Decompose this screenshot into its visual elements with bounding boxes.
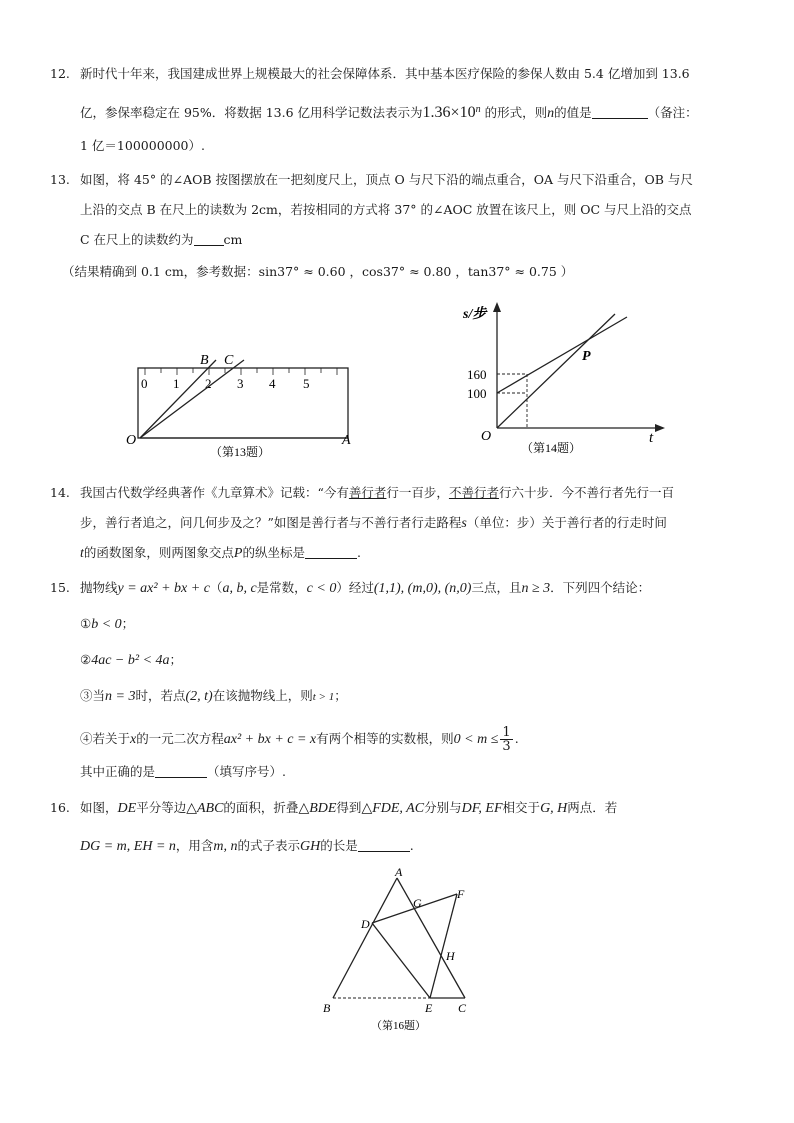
q15-line1a: 抛物线 [80,580,118,595]
q12-line3: 1 亿＝100000000）. [80,138,205,153]
q15-abc: a, b, c [222,581,257,596]
q16-triangle-FDE: △FDE, AC [361,801,425,816]
label-A: A [342,433,351,448]
segment-DE [372,923,430,998]
q14-line2 [80,513,667,534]
q16-triangle-BDE: △BDE [298,801,337,816]
q15-c4-a: ④若关于 [80,731,131,746]
q15-equation: y = ax² + bx + c [117,581,210,596]
q15-c4-x: x [130,732,137,747]
q13-answer-blank[interactable] [194,231,224,246]
q15-c3-math: n = 3 [105,689,136,704]
q16-G-H: G, H [540,801,568,816]
q15-line1b: （ [209,580,223,595]
q16-triangle-ABC: △ABC [186,801,224,816]
q15-c1-end: ； [121,616,135,631]
q12-answer-blank[interactable] [592,104,648,119]
q16-line1b: 平分等边 [136,800,187,815]
q14-figure [455,300,670,460]
q13-number: 13. [50,172,70,187]
q14-line3b: 的纵坐标是 [242,545,305,560]
ruler-tick-2: 2 [205,376,212,391]
q15-line1f: ．下列四个结论： [550,580,651,595]
q14-good-walker: 善行者 [348,485,387,500]
q15-c-negative: c < 0 [306,581,337,596]
q16-number: 16. [50,800,70,815]
q14-caption: （第14题） [521,441,582,455]
q15-points: (1,1), (m,0), (n,0) [373,581,472,596]
q13-figure [120,340,370,465]
line-good-walker [497,314,615,428]
q15-c4-b: 的一元二次方程 [136,731,224,746]
q13-line3a: C 在尺上的读数约为 [80,232,194,247]
q16-line1 [80,798,617,819]
q15-c2-end: ； [169,652,183,667]
q15-c4-numerator: 1 [502,725,511,740]
q16-line2b: 的式子表示 [237,838,301,853]
q15-conclusion-3 [80,686,347,707]
q12-number: 12. [50,66,70,81]
q16-caption: （第16题） [371,1020,426,1032]
q15-c4-fraction [500,726,512,753]
q12-note-open: （备注： [647,105,698,121]
q15-c4-range: 0 < m ≤ [453,732,499,747]
ruler-tick-0: 0 [141,376,148,391]
q13-note: （结果精确到 0.1 cm，参考数据：sin37° ≈ 0.60 ，cos37° ≈ 0.80 ，tan37° ≈ 0.75 ） [62,264,574,279]
q15-line1c: 是常数， [256,580,307,595]
y-tick-160: 160 [467,367,487,382]
q12-line1: 新时代十年来，我国建成世界上规模最大的社会保障体系．其中基本医疗保险的参保人数由 5.4 亿增加到 13.6 [80,66,690,81]
q15-n-condition: n ≥ 3 [521,581,551,596]
label-F-16: F [457,887,465,901]
q15-conclusion-4 [80,722,519,757]
q16-line1g: 两点．若 [567,800,618,815]
label-G-16: G [413,896,422,910]
q14-var-s: s [461,516,467,531]
side-AB [333,878,397,998]
label-D-16: D [361,917,370,931]
ruler-tick-1: 1 [173,376,180,391]
q15-c4-equation: ax² + bx + c = x [223,732,317,747]
q15-conclusion-2 [80,650,182,671]
q15-c3-b: 时，若点 [135,688,186,703]
q14-line1 [80,483,674,503]
q15-conclusion-1 [80,614,134,635]
q13-line1: 如图，将 45° 的∠AOB 按图摆放在一把刻度尺上，顶点 O 与尺下沿的端点重合，OA 与尺下沿重合，OB 与尺 [80,172,693,187]
q16-line2: DG = m, EH = n，用含m, n的式子表示GH的长是 . [80,838,414,854]
q15-answer-hint: （填写序号）. [207,764,286,779]
q15-c1-mark: ① [80,616,92,631]
label-B-16: B [323,1001,331,1015]
ruler-tick-3: 3 [237,376,244,391]
q16-line1c: 的面积，折叠 [223,800,299,815]
q16-DF-EF: DF, EF [461,801,503,816]
q15-answer-line [80,762,286,782]
label-C-16: C [458,1001,467,1015]
q13-line3 [80,230,242,250]
y-tick-100: 100 [467,386,487,401]
side-AC [397,878,465,998]
q15-c3-point: (2, t) [185,689,213,704]
q15-c4-c: 有两个相等的实数根，则 [316,731,454,746]
q12-line2c: 的值是 [554,105,592,121]
q16-condition: DG = m, EH = n [80,839,176,854]
x-arrow [655,424,665,432]
q15-c3-end: ； [334,688,347,703]
line-bad-walker [497,317,627,393]
q16-m-n: m, n [213,839,238,854]
label-O: O [126,433,137,448]
x-axis-label: t [649,430,654,446]
label-A-16: A [395,868,403,879]
origin-O: O [481,429,492,444]
q14-var-t: t [80,546,84,561]
q16-line1e: 分别与 [424,800,462,815]
q14-answer-blank[interactable] [305,544,357,559]
q12-line2a: 亿，参保率稳定在 95%．将数据 13.6 亿用科学记数法表示为 [80,105,423,121]
q15-number: 15. [50,580,70,595]
q16-line2a: ，用含 [175,838,214,853]
q14-var-P: P [233,546,243,561]
label-C: C [224,353,234,368]
q15-c1-math: b < 0 [91,617,122,632]
q12-line2 [80,100,698,124]
q16-line1d: 得到 [336,800,362,815]
q15-c2-mark: ② [80,652,92,667]
q16-answer-blank[interactable] [358,837,410,852]
q14-line1a: 我国古代数学经典著作《九章算术》记载：“今有 [80,485,349,500]
q15-answer-label: 其中正确的是 [80,764,156,779]
point-P: P [582,349,591,364]
q13-line3b: cm [223,232,243,247]
q15-line1d: ）经过 [336,580,374,595]
q13-line2: 上沿的交点 B 在尺上的读数为 2cm，若按相同的方式将 37° 的∠AOC 放置在该尺上，则 OC 与尺上沿的交点 [80,202,692,217]
ruler-tick-4: 4 [269,376,276,391]
q14-bad-walker: 不善行者 [448,485,499,500]
q12-line2b: 的形式，则 [484,105,548,121]
q12-var-n: n [547,106,555,122]
q16-DE: DE [117,801,137,816]
ray-OB [140,360,216,438]
q16-line1a: 如图， [80,800,118,815]
q14-line2b: （单位：步）关于善行者的行走时间 [466,515,667,530]
y-arrow [493,302,501,312]
q14-line1c: 行六十步．今不善行者先行一百 [498,485,674,500]
label-H-16: H [446,949,455,963]
q14-number: 14. [50,485,70,500]
segment-EF [430,894,457,998]
q16-line2c: 的长是 [320,838,358,853]
q13-caption: （第13题） [210,445,271,459]
q16-GH: GH [300,839,321,854]
q15-c3-a: ③当 [80,688,106,703]
label-E-16: E [425,1001,433,1015]
label-B: B [200,353,209,368]
q16-figure [315,868,485,1038]
q15-answer-blank[interactable] [155,763,207,778]
q14-line3a: 的函数图象，则两图象交点 [83,545,234,560]
ruler-minor-ticks [145,368,337,375]
q12-sci-exp: n [475,104,481,115]
q14-line1b: 行一百步， [386,485,449,500]
ruler-tick-5: 5 [303,376,310,391]
q15-line1 [80,578,650,599]
y-axis-label: s/步 [463,307,487,322]
q15-c4-denominator: 3 [502,739,511,754]
q15-c3-c: 在该抛物线上，则 [212,688,313,703]
q15-c3-result: t > 1 [312,691,335,703]
q15-c2-math: 4ac − b² < 4a [91,653,170,668]
q15-line1e: 三点，且 [471,580,522,595]
q15-c4-end: . [514,731,519,746]
ray-OC [140,360,244,438]
q14-line3: t的函数图象，则两图象交点P的纵坐标是 . [80,545,361,561]
q14-line2a: 步，善行者追之，问几何步及之？”如图是善行者与不善行者行走路程 [80,515,462,530]
q16-line1f: 相交于 [502,800,541,815]
q12-sci-mantissa: 1.36×10 [422,104,476,122]
